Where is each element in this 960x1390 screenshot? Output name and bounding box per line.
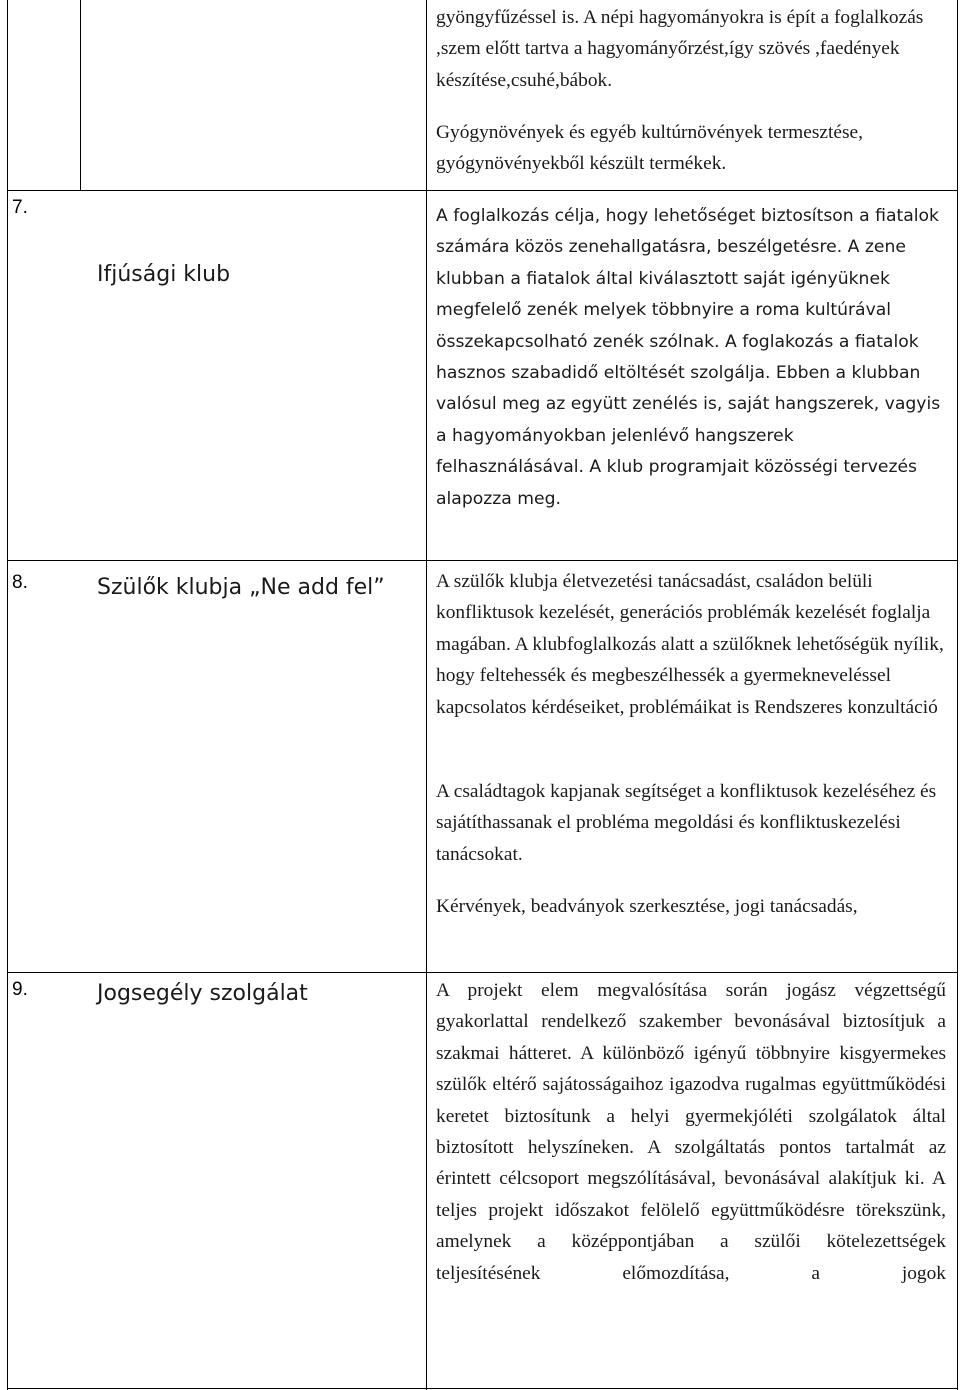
row-description: Kérvények, beadványok szerkesztése, jogi tanácsadás, (436, 896, 858, 917)
table-border-col2 (426, 0, 427, 1390)
table-border-bottom (7, 1388, 958, 1389)
row-number: 7. (12, 197, 28, 218)
table-border-col1 (80, 0, 81, 191)
row-description: Gyógynövények és egyéb kultúrnövények termesztése, gyógynövényekből készült termékek. (436, 122, 864, 175)
row-description: A szülők klubja életvezetési tanácsadást, családon belüli konfliktusok kezelését, generációs problémák kezelését foglalja magában. A klubfoglalkozás alatt a szülőknek lehetőségük nyílik, hogy feltehessék és megbeszélhessék a gyermekneveléssel kapcsolatos kérdéseiket, problémáikat is Rendszeres konzultáció (436, 571, 944, 718)
table-border-right (957, 0, 958, 1390)
row-number: 8. (12, 572, 28, 593)
row-title: Ifjúsági klub (97, 262, 231, 287)
table-border-left (7, 0, 8, 1390)
table-border-row3-bottom (7, 972, 958, 973)
row-number: 9. (12, 979, 28, 1000)
row-title: Jogsegély szolgálat (97, 981, 308, 1006)
row-title: Szülők klubja „Ne add fel” (97, 575, 385, 600)
table-border-row2-bottom (7, 560, 958, 561)
row-description: A projekt elem megvalósítása során jogász végzettségű gyakorlattal rendelkező szakember bevonásával biztosítjuk a szakmai hátteret. A különböző igényű többnyire kisgyermekes szülők eltérő sajátosságaihoz igazodva rugalmas együttműködési keretet biztosítunk a helyi gyermekjóléti szolgálatok által biztosított helyszíneken. A szolgáltatás pontos tartalmát az érintett célcsoport megszólításával, bevonásával alakítjuk ki. A teljes projekt időszakot felölelő együttműködésre törekszünk, amelynek a középpontjában a szülői kötelezettségek teljesítésének előmozdítása, a jogok (436, 980, 946, 1284)
row-description: A foglalkozás célja, hogy lehetőséget biztosítson a fiatalok számára közös zenehallgatásra, beszélgetésre. A zene klubban a fiatalok által kiválasztott saját igényüknek megfelelő zenék melyek többnyire a roma kultúrával összekapcsolható zenék szólnak. A foglakozás a fiatalok hasznos szabadidő eltöltését szolgálja. Ebben a klubban valósul meg az együtt zenélés is, saját hangszerek, vagyis a hagyományokban jelenlévő hangszerek felhasználásával. A klub programjait közösségi tervezés alapozza meg. (436, 206, 941, 509)
table-border-row1-bottom (7, 190, 958, 191)
row-description: A családtagok kapjanak segítséget a konfliktusok kezeléséhez és sajátíthassanak el probléma megoldási és konfliktuskezelési tanácsokat. (436, 781, 937, 865)
row-description: gyöngyfűzéssel is. A népi hagyományokra is épít a foglalkozás ,szem előtt tartva a hagyományőrzést,így szövés ,faedények készítése,csuhé,bábok. (436, 7, 924, 91)
